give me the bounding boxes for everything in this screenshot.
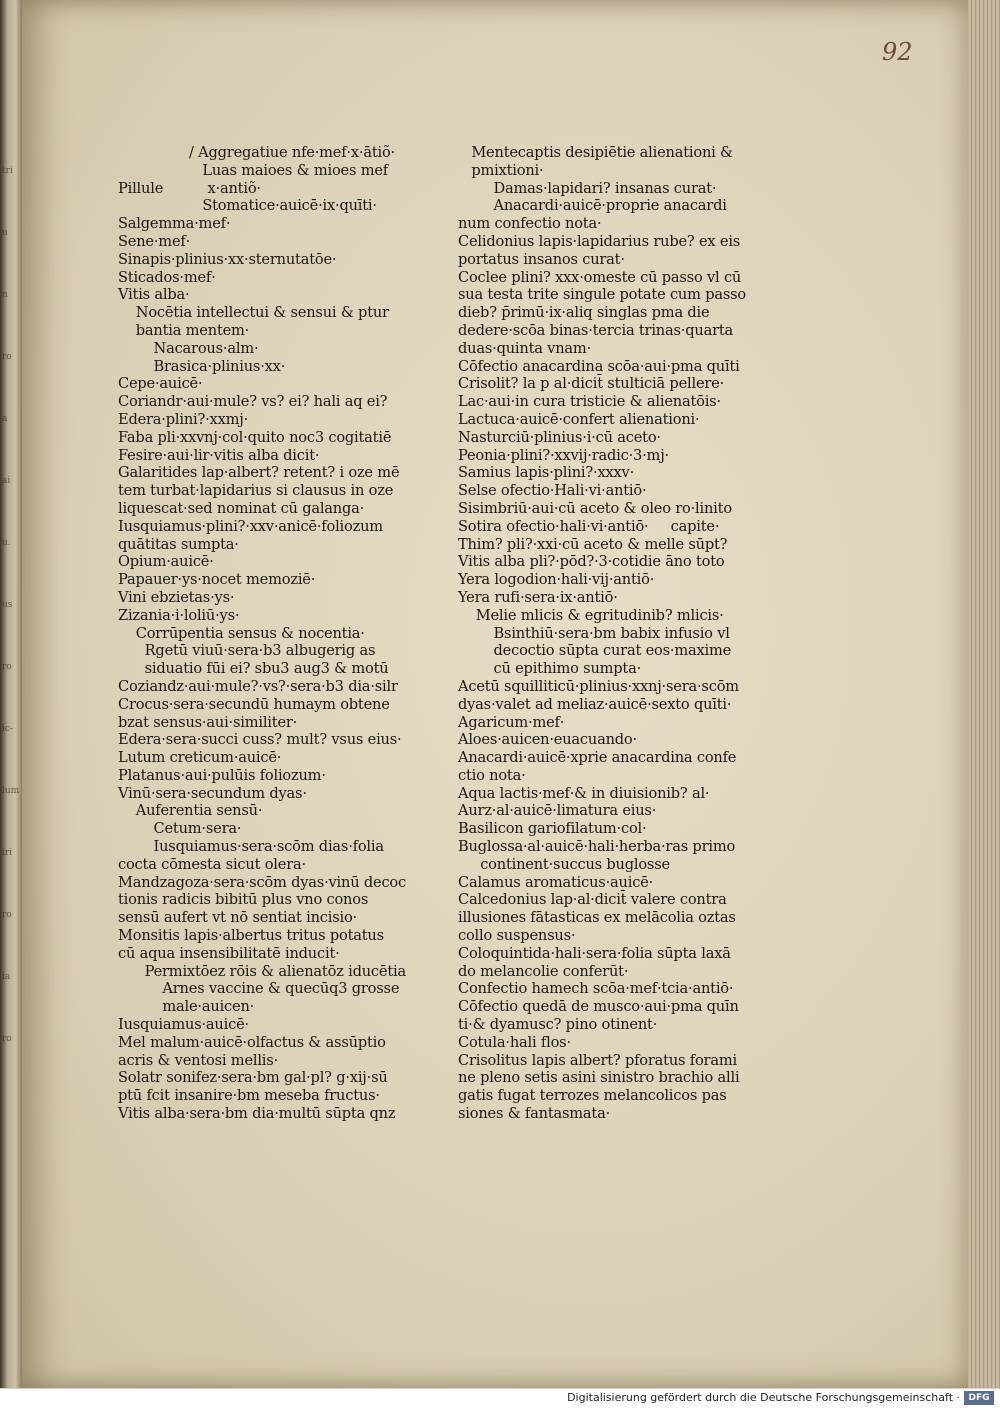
- right-column-line: Yera rufi·sera·ix·antiō·: [458, 588, 618, 606]
- left-column-line: Cetum·sera·: [118, 820, 242, 838]
- right-column-line: ne pleno setis asini sinistro brachio alli: [458, 1069, 740, 1087]
- left-column-line: acris & ventosi mellis·: [118, 1051, 279, 1069]
- left-column-line: Coziandz·aui·mule?·vs?·sera·b3 dia·silr: [118, 677, 398, 695]
- left-column-line: quātitas sumpta·: [118, 535, 239, 553]
- right-column-line: Crisolitus lapis albert? pforatus forami: [458, 1051, 737, 1069]
- right-column-line: Buglossa·al·auicē·hali·herba·ras primo: [458, 838, 736, 856]
- edge-fragment: lum: [2, 786, 20, 796]
- right-column-line: Calcedonius lap·al·dicit̄ valere contra: [458, 891, 727, 909]
- edge-fragment: tri: [2, 166, 13, 176]
- right-column-line: Selse ofectio·Hali·vi·antiō·: [458, 482, 647, 500]
- left-column-line: Iusquiamus·sera·scōm dias·folia: [118, 838, 384, 856]
- right-column-line: Coclee plini? xxx·omeste cū passo vl cū: [458, 268, 742, 286]
- edge-fragment: ro: [2, 1034, 12, 1044]
- edge-fragment: ia: [2, 972, 11, 982]
- left-column-line: Permixtōez rōis & alienatōz iducētia: [118, 962, 406, 980]
- left-column-line: Iusquiamus·plini?·xxv·anicē·foliozum: [118, 517, 383, 535]
- left-column-line: bantia mentem·: [118, 321, 250, 339]
- edge-fragment: u.: [2, 538, 11, 548]
- right-column-line: Lac·aui·in cura tristicie & alienatōis·: [458, 393, 721, 411]
- left-column-line: Zizania·i·loliū·ys·: [118, 606, 240, 624]
- right-column-line: illusiones fātasticas ex melācolia oztas: [458, 909, 736, 927]
- right-column-line: portatus insanos curat·: [458, 250, 625, 268]
- left-column-line: Nacarous·alm·: [118, 339, 259, 357]
- footer-bar: [0, 1388, 1000, 1408]
- left-column-line: Sinapis·plinius·xx·sternutatōe·: [118, 250, 337, 268]
- left-column-line: Coriandr·aui·mule? vs? ei? hali aq ei?: [118, 393, 388, 411]
- left-column-line: Fesire·aui·lir·vitis alba dicit·: [118, 446, 320, 464]
- left-column-line: Corrūpentia sensus & nocentia·: [118, 624, 365, 642]
- left-column-line: Brasica·plinius·xx·: [118, 357, 286, 375]
- right-column-line: siones & fantasmata·: [458, 1105, 611, 1123]
- right-column-line: decoctio sūpta curat eos·maxime: [458, 642, 732, 660]
- previous-page-edge: [0, 0, 22, 1388]
- folio-number: 92: [882, 38, 913, 66]
- left-column-line: Lutum creticum·auicē·: [118, 749, 282, 767]
- right-column-line: ti·& dyamusc? pino otinent·: [458, 1016, 658, 1034]
- right-column-line: pmixtioni·: [458, 161, 544, 179]
- right-column-line: Nasturciū·plinius·i·cū aceto·: [458, 428, 661, 446]
- left-column-line: Crocus·sera·secundū humaym obtene: [118, 695, 390, 713]
- right-column-line: Mentecaptis desipiētie alienationi &: [458, 144, 733, 161]
- left-column-line: cū aqua insensibilitatē inducit·: [118, 944, 340, 962]
- left-column-line: Mandzagoza·sera·scōm dyas·vinū decoc: [118, 873, 406, 891]
- page-leaf: [22, 0, 970, 1388]
- previous-page-fragments: [2, 160, 20, 1090]
- edge-fragment: us: [2, 600, 13, 610]
- right-column-line: cū epithimo sumpta·: [458, 660, 642, 678]
- edge-fragment: ro: [2, 352, 12, 362]
- right-column-line: Lactuca·auicē·confert alienationi·: [458, 410, 700, 428]
- edge-fragment: u: [2, 228, 8, 238]
- right-column-line: Sotira ofectio·hali·vi·antiō· capite·: [458, 517, 720, 535]
- dfg-logo: DFG: [964, 1391, 994, 1405]
- left-column-line: cocta cōmesta sicut olera·: [118, 855, 306, 873]
- right-column-line: Samius lapis·plini?·xxxv·: [458, 464, 635, 482]
- right-column-line: Damas·lapidari? insanas curat·: [458, 179, 717, 197]
- right-column-line: Anacardi·auicē·proprie anacardi: [458, 197, 727, 215]
- left-column-line: ptū fcit insanire·bm meseba fructus·: [118, 1087, 380, 1105]
- left-column-line: Vini ebzietas·ys·: [118, 588, 235, 606]
- edge-fragment: ro: [2, 910, 12, 920]
- left-column-line: Opium·auicē·: [118, 553, 214, 571]
- right-column-line: Vitis alba pli?·pōd?·3·cotidie āno toto: [458, 553, 725, 571]
- left-column-line: Papauer·ys·nocet memoziē·: [118, 571, 316, 589]
- right-column-line: Cōfectio quedā de musco·aui·pma quīn: [458, 998, 739, 1016]
- left-column-line: Platanus·aui·pulūis foliozum·: [118, 766, 326, 784]
- right-column-line: dieb? p̄rimū·ix·aliq singlas pma die: [458, 304, 710, 322]
- left-column-line: bzat sensus·aui·similiter·: [118, 713, 298, 731]
- left-column-line: Nocētia intellectui & sensui & ptur: [118, 304, 389, 322]
- right-column-line: Confectio hamech scōa·mef·tcia·antiō·: [458, 980, 734, 998]
- left-column-line: sensū aufert vt nō sentiat incisio·: [118, 909, 357, 927]
- left-column: [118, 144, 436, 1123]
- left-column-line: siduatio fūi ei? sbu3 aug3 & motū: [118, 660, 389, 678]
- right-column-line: Yera logodion·hali·vij·antiō·: [458, 571, 655, 589]
- right-column-line: duas·quinta vnam·: [458, 339, 592, 357]
- left-column-line: Salgemma·mef·: [118, 215, 231, 233]
- left-column-line: Stomatice·auicē·ix·quīti·: [118, 197, 377, 215]
- edge-fragment: a: [2, 414, 8, 424]
- edge-fragment: ic-: [2, 724, 13, 734]
- left-column-line: Monsitis lapis·albertus tritus potatus: [118, 927, 384, 945]
- edge-fragment: ro: [2, 662, 12, 672]
- left-column-line: Edera·plini?·xxmj·: [118, 410, 249, 428]
- left-column-line: Vitis alba·: [118, 286, 190, 304]
- right-column-line: Coloquintida·hali·sera·folia sūpta laxā: [458, 944, 731, 962]
- left-column-line: / Aggregatiue nfe·mef·x·ātiõ·: [118, 144, 395, 161]
- left-column-line: Mel malum·auicē·olfactus & assūptio: [118, 1033, 386, 1051]
- left-column-line: male·auicen·: [118, 998, 255, 1016]
- left-column-line: Solatr sonifez·sera·bm gal·pl? g·xij·sū: [118, 1069, 388, 1087]
- left-column-line: Sticados·mef·: [118, 268, 216, 286]
- right-column-line: Calamus aromaticus·auicē·: [458, 873, 654, 891]
- right-column-line: num confectio nota·: [458, 215, 602, 233]
- left-column-line: Arnes vaccine & quecūq3 grosse: [118, 980, 400, 998]
- left-column-line: Sene·mef·: [118, 232, 191, 250]
- left-column-line: Faba pli·xxvnj·col·quito noc3 cogitatiē: [118, 428, 392, 446]
- right-column-line: dedere·scōa binas·tercia trinas·quarta: [458, 321, 734, 339]
- right-column-line: do melancolie conferūt·: [458, 962, 629, 980]
- right-column-line: Cotula·hali flos·: [458, 1033, 571, 1051]
- edge-fragment: n: [2, 290, 8, 300]
- left-column-line: Iusquiamus·auicē·: [118, 1016, 249, 1034]
- right-column-line: Celidonius lapis·lapidarius rube? ex eis: [458, 232, 741, 250]
- right-column-line: Thim? pli?·xxi·cū aceto & melle sūpt?: [458, 535, 728, 553]
- right-column-line: Acetū squilliticū·plinius·xxnj·sera·scōm: [458, 677, 739, 695]
- right-column-line: Peonia·plini?·xxvij·radic·3·mj·: [458, 446, 669, 464]
- page-stack-edge: [968, 0, 1000, 1388]
- right-column: [458, 144, 792, 1123]
- edge-fragment: iri: [2, 848, 13, 858]
- left-column-line: Vinū·sera·secundum dyas·: [118, 784, 307, 802]
- left-column-line: Luas maioes & mioes mef: [118, 161, 388, 179]
- right-column-line: dyas·valet ad meliaz·auicē·sexto quīti·: [458, 695, 732, 713]
- right-column-line: Agaricum·mef·: [458, 713, 565, 731]
- right-column-line: Basilicon gariofilatum·col·: [458, 820, 647, 838]
- left-column-line: Pillule x·antiõ·: [118, 179, 261, 197]
- right-column-line: gatis fugat terrozes melancolicos pas: [458, 1087, 727, 1105]
- funding-notice: Digitalisierung gefördert durch die Deutsche Forschungsgemeinschaft ·: [567, 1391, 960, 1404]
- edge-fragment: ai: [2, 476, 11, 486]
- right-column-line: Bsinthiū·sera·bm babix infusio vl: [458, 624, 730, 642]
- right-column-line: Sisimbriū·aui·cū aceto & oleo ro·linito: [458, 499, 732, 517]
- right-column-line: Aqua lactis·mef·& in diuisionib? al·: [458, 784, 710, 802]
- right-column-line: ctio nota·: [458, 766, 526, 784]
- left-column-line: Edera·sera·succi cuss? mult? vsus eius·: [118, 731, 402, 749]
- right-column-line: continent·succus buglosse: [458, 855, 670, 873]
- right-column-line: sua testa trite singule potate cum passo: [458, 286, 747, 304]
- left-column-line: Vitis alba·sera·bm dia·multū sūpta qnz: [118, 1105, 396, 1123]
- right-column-line: Melie mlicis & egritudinib? mlicis·: [458, 606, 724, 624]
- left-column-line: Rgetū viuū·sera·b3 albugerig as: [118, 642, 376, 660]
- right-column-line: Crisolit? la p al·dicit̄ stulticiā pellere·: [458, 375, 725, 393]
- right-column-line: collo suspensus·: [458, 927, 576, 945]
- left-column-line: tem turbat·lapidarius si clausus in oze: [118, 482, 394, 500]
- right-column-line: Aurz·al·auicē·limatura eius·: [458, 802, 657, 820]
- right-column-line: Cōfectio anacardina scōa·aui·pma quīti: [458, 357, 740, 375]
- left-column-line: liquescat·sed nominat cū galanga·: [118, 499, 365, 517]
- left-column-line: tionis radicis bibitū plus vno conos: [118, 891, 369, 909]
- left-column-line: Auferentia sensū·: [118, 802, 263, 820]
- left-column-line: Cepe·auicē·: [118, 375, 203, 393]
- left-column-line: Galaritides lap·albert? retent? i oze mē: [118, 464, 400, 482]
- right-column-line: Aloes·auicen·euacuando·: [458, 731, 637, 749]
- right-column-line: Anacardi·auicē·xprie anacardina confe: [458, 749, 737, 767]
